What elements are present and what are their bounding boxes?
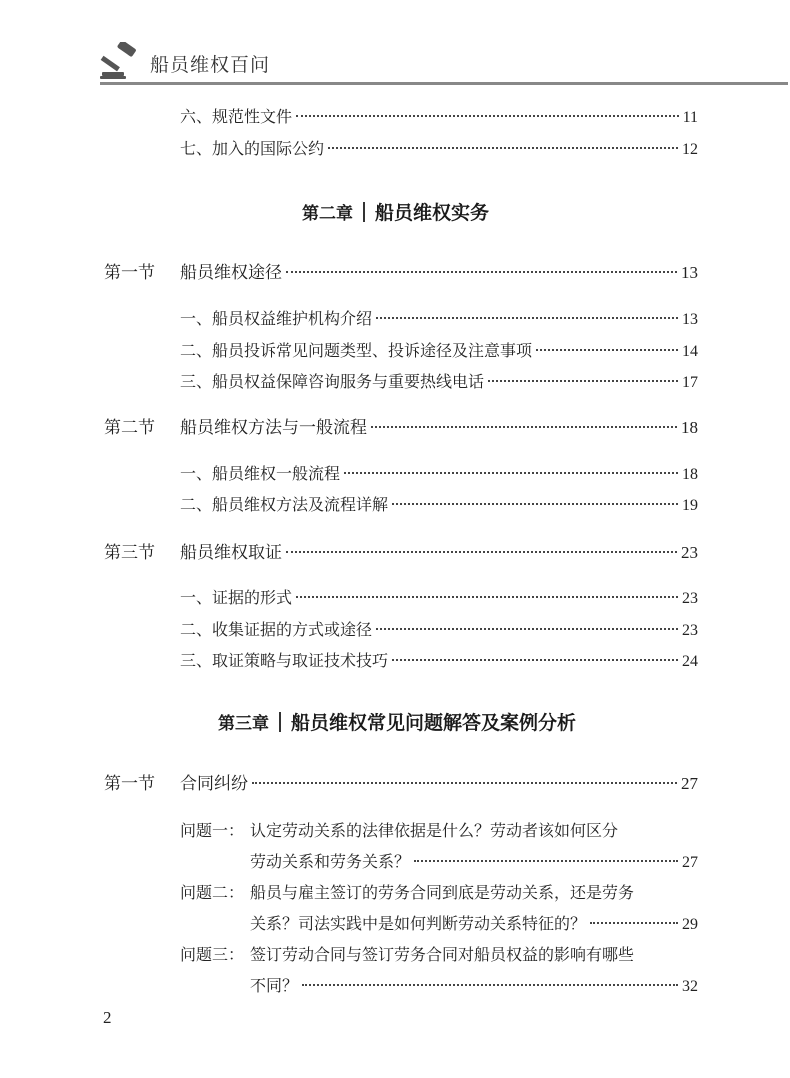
leader-dots bbox=[302, 984, 678, 986]
toc-item[interactable] bbox=[180, 585, 698, 608]
book-title: 船员维权百问 bbox=[150, 54, 271, 76]
toc-page-number: 13 bbox=[682, 311, 698, 328]
toc-page-number: 27 bbox=[681, 774, 698, 793]
page-number: 2 bbox=[103, 1008, 112, 1027]
toc-label: 六、规范性文件 bbox=[180, 107, 293, 126]
toc-label: 第一节 船员维权途径 bbox=[104, 263, 282, 283]
question-second-line[interactable] bbox=[250, 849, 698, 872]
leader-dots bbox=[376, 317, 678, 319]
toc-section[interactable] bbox=[104, 538, 698, 563]
toc-page-number: 18 bbox=[682, 466, 698, 483]
toc-label: 一、船员权益维护机构介绍 bbox=[180, 309, 373, 328]
toc-page-number: 14 bbox=[682, 343, 698, 360]
toc-item[interactable] bbox=[180, 104, 698, 127]
question-second-line[interactable] bbox=[250, 973, 698, 996]
toc-label: 不同？ bbox=[250, 976, 299, 995]
gavel-icon bbox=[100, 42, 144, 82]
toc-label: 二、船员投诉常见问题类型、投诉途径及注意事项 bbox=[180, 341, 533, 360]
toc-page-number: 12 bbox=[682, 141, 698, 158]
question-first-line[interactable]: 问题三： 签订劳动合同与签订劳务合同对船员权益的影响有哪些 bbox=[180, 945, 635, 964]
toc-label: 七、加入的国际公约 bbox=[180, 139, 325, 158]
toc-page-number: 18 bbox=[681, 418, 698, 437]
toc-page-number: 23 bbox=[682, 622, 698, 639]
header-divider bbox=[100, 82, 788, 85]
toc-label: 二、收集证据的方式或途径 bbox=[180, 620, 373, 639]
question-first-line[interactable]: 问题一： 认定劳动关系的法律依据是什么？劳动者该如何区分 bbox=[180, 821, 619, 840]
toc-item[interactable] bbox=[180, 338, 698, 361]
toc-page-number: 23 bbox=[681, 543, 698, 562]
toc-page-number: 29 bbox=[682, 916, 698, 933]
toc-page-number: 13 bbox=[681, 263, 698, 282]
toc-label: 第三节 船员维权取证 bbox=[104, 543, 282, 563]
toc-item[interactable] bbox=[180, 306, 698, 329]
toc-section[interactable] bbox=[104, 769, 698, 794]
toc-label: 三、取证策略与取证技术技巧 bbox=[180, 651, 389, 670]
leader-dots bbox=[328, 147, 678, 149]
leader-dots bbox=[344, 472, 678, 474]
leader-dots bbox=[536, 349, 678, 351]
toc-page-number: 19 bbox=[682, 497, 698, 514]
toc-label: 一、船员维权一般流程 bbox=[180, 464, 341, 483]
leader-dots bbox=[414, 860, 678, 862]
leader-dots bbox=[590, 922, 678, 924]
leader-dots bbox=[286, 551, 677, 553]
leader-dots bbox=[376, 628, 678, 630]
toc-item[interactable] bbox=[180, 369, 698, 392]
toc-page-number: 23 bbox=[682, 590, 698, 607]
leader-dots bbox=[296, 115, 679, 117]
toc-label: 劳动关系和劳务关系？ bbox=[250, 852, 411, 871]
chapter-heading: 第三章 船员维权常见问题解答及案例分析 bbox=[218, 712, 577, 734]
leader-dots bbox=[371, 426, 677, 428]
question-second-line[interactable] bbox=[250, 911, 698, 934]
leader-dots bbox=[286, 271, 677, 273]
toc-section[interactable] bbox=[104, 413, 698, 438]
toc-item[interactable] bbox=[180, 492, 698, 515]
toc-item[interactable] bbox=[180, 461, 698, 484]
leader-dots bbox=[392, 659, 678, 661]
leader-dots bbox=[296, 596, 678, 598]
toc-item[interactable] bbox=[180, 136, 698, 159]
leader-dots bbox=[392, 503, 678, 505]
toc-page-number: 24 bbox=[682, 653, 698, 670]
toc-page-number: 11 bbox=[682, 109, 698, 126]
toc-item[interactable] bbox=[180, 617, 698, 640]
leader-dots bbox=[252, 782, 677, 784]
toc-item[interactable] bbox=[180, 648, 698, 671]
toc-page-number: 27 bbox=[682, 854, 698, 871]
toc-page-number: 32 bbox=[682, 978, 698, 995]
toc-label: 第一节 合同纠纷 bbox=[104, 774, 248, 794]
question-first-line[interactable]: 问题二： 船员与雇主签订的劳务合同到底是劳动关系，还是劳务 bbox=[180, 883, 635, 902]
toc-label: 二、船员维权方法及流程详解 bbox=[180, 495, 389, 514]
toc-page-number: 17 bbox=[682, 374, 698, 391]
chapter-heading: 第二章 船员维权实务 bbox=[302, 202, 490, 224]
toc-label: 第二节 船员维权方法与一般流程 bbox=[104, 418, 367, 438]
toc-label: 关系？司法实践中是如何判断劳动关系特征的？ bbox=[250, 914, 587, 933]
toc-section[interactable] bbox=[104, 258, 698, 283]
leader-dots bbox=[488, 380, 678, 382]
toc-label: 三、船员权益保障咨询服务与重要热线电话 bbox=[180, 372, 485, 391]
toc-label: 一、证据的形式 bbox=[180, 588, 293, 607]
